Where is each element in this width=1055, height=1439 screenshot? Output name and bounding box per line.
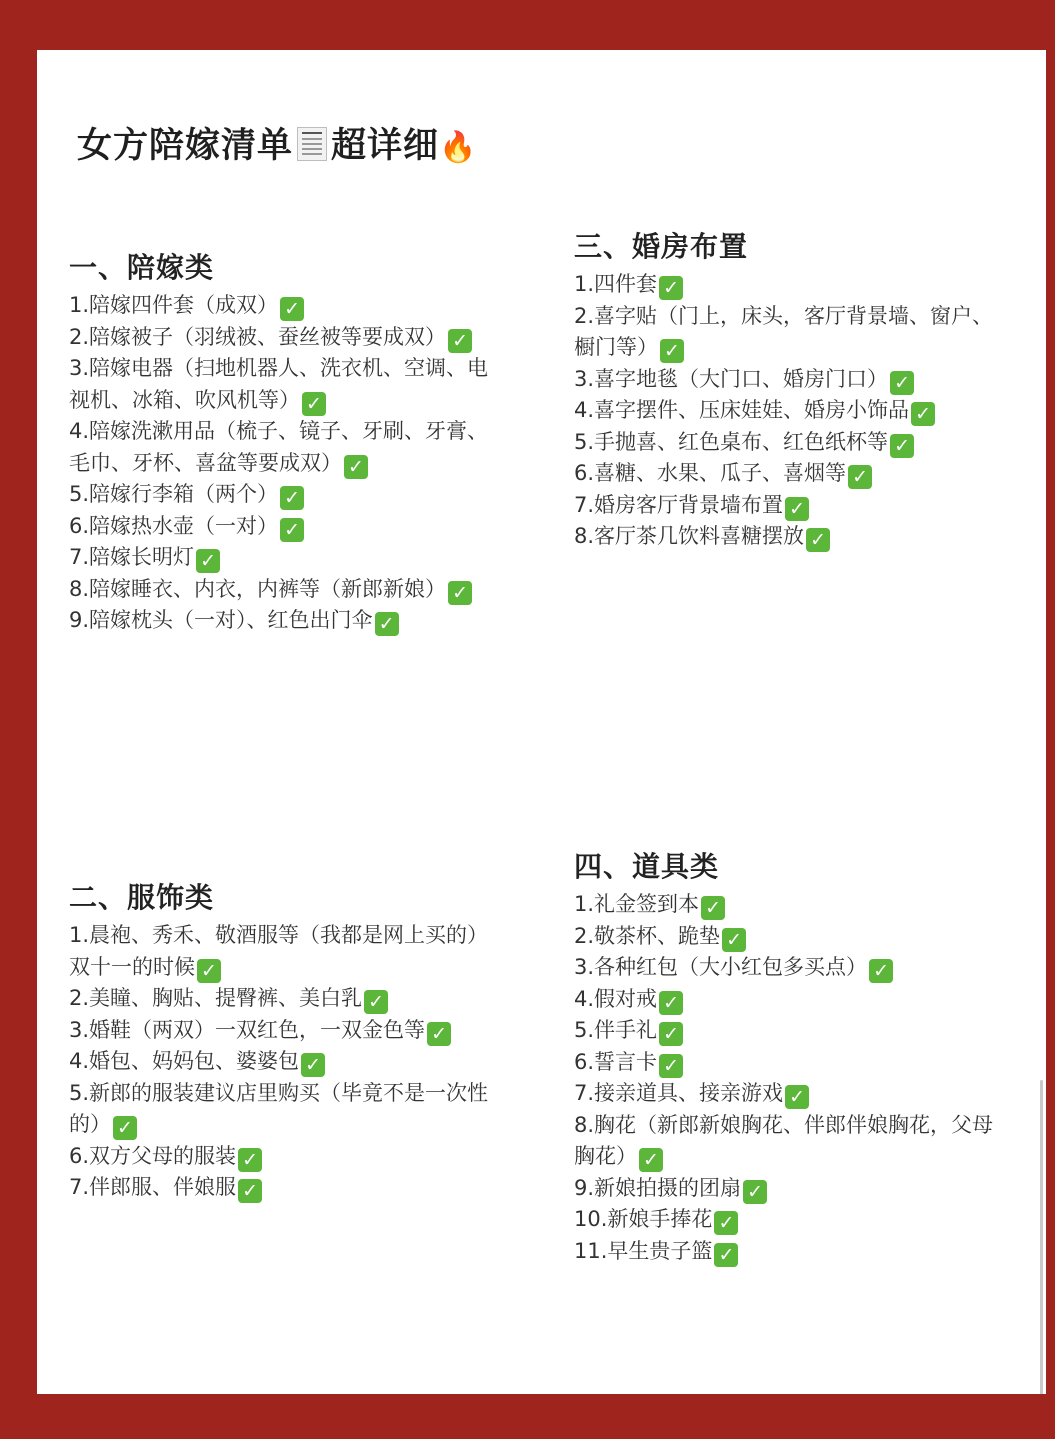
checklist-page [37,50,1046,1394]
list-item: 8.客厅茶几饮料喜糖摆放 ✓ [574,521,1004,553]
check-icon: ✓ [280,486,304,510]
section-clothing [69,876,509,1204]
list-item: 2.喜字贴（门上，床头，客厅背景墙、窗户、橱门等） ✓ [574,303,994,362]
check-icon: ✓ [890,371,914,395]
check-icon: ✓ [427,1022,451,1046]
check-icon: ✓ [197,959,221,983]
list-item: 8.胸花（新郎新娘胸花、伴郎伴娘胸花，父母胸花） ✓ [574,1112,994,1171]
list-item: 11.早生贵子篮 ✓ [574,1236,1004,1268]
page-title [77,118,477,168]
list-item: 7.婚房客厅背景墙布置 ✓ [574,490,1004,522]
check-icon: ✓ [722,928,746,952]
check-icon: ✓ [714,1211,738,1235]
list-item: 4.假对戒 ✓ [574,984,1004,1016]
check-icon: ✓ [660,339,684,363]
list-item: 5.新郎的服装建议店里购买（毕竟不是一次性的） ✓ [69,1080,489,1139]
check-icon: ✓ [113,1116,137,1140]
list-item: 6.双方父母的服装 ✓ [69,1141,509,1173]
check-icon: ✓ [375,612,399,636]
check-icon: ✓ [911,402,935,426]
check-icon: ✓ [364,990,388,1014]
check-icon: ✓ [639,1148,663,1172]
scrollbar[interactable] [1040,1080,1043,1394]
section-dowry [69,246,509,637]
receipt-icon [297,127,327,161]
check-icon: ✓ [890,434,914,458]
list-item: 5.伴手礼 ✓ [574,1015,1004,1047]
list-item: 7.接亲道具、接亲游戏 ✓ [574,1078,1004,1110]
section-heading: 二、服饰类 [69,881,215,914]
list-item: 6.喜糖、水果、瓜子、喜烟等 ✓ [574,458,1004,490]
section-heading: 三、婚房布置 [574,230,749,263]
section-heading: 一、陪嫁类 [69,251,215,284]
check-icon: ✓ [659,276,683,300]
check-icon: ✓ [785,497,809,521]
list-item: 3.喜字地毯（大门口、婚房门口） ✓ [574,364,1004,396]
list-item: 3.婚鞋（两双）一双红色，一双金色等 ✓ [69,1015,509,1047]
list-item: 9.新娘拍摄的团扇 ✓ [574,1173,1004,1205]
check-icon: ✓ [714,1243,738,1267]
list-item: 4.陪嫁洗漱用品（梳子、镜子、牙刷、牙膏、毛巾、牙杯、喜盆等要成双） ✓ [69,419,489,478]
check-icon: ✓ [448,329,472,353]
list-item: 5.陪嫁行李箱（两个） ✓ [69,479,509,511]
list-item: 4.婚包、妈妈包、婆婆包 ✓ [69,1046,509,1078]
check-icon: ✓ [659,1022,683,1046]
list-item: 2.美瞳、胸贴、提臀裤、美白乳 ✓ [69,983,509,1015]
check-icon: ✓ [238,1148,262,1172]
fire-icon: 🔥 [439,130,478,165]
list-item: 7.伴郎服、伴娘服 ✓ [69,1172,509,1204]
section-props [574,845,1004,1267]
check-icon: ✓ [848,465,872,489]
check-icon: ✓ [301,1053,325,1077]
list-item: 2.敬茶杯、跪垫 ✓ [574,921,1004,953]
check-icon: ✓ [302,392,326,416]
check-icon: ✓ [196,549,220,573]
list-item: 1.四件套 ✓ [574,269,1004,301]
list-item: 3.陪嫁电器（扫地机器人、洗衣机、空调、电视机、冰箱、吹风机等） ✓ [69,356,489,415]
check-icon: ✓ [659,991,683,1015]
title-sub: 超详细 [331,126,440,166]
check-icon: ✓ [344,455,368,479]
list-item: 5.手抛喜、红色桌布、红色纸杯等 ✓ [574,427,1004,459]
list-item: 4.喜字摆件、压床娃娃、婚房小饰品 ✓ [574,395,1004,427]
list-item: 10.新娘手捧花 ✓ [574,1204,1004,1236]
list-item: 8.陪嫁睡衣、内衣，内裤等（新郎新娘） ✓ [69,574,509,606]
list-item: 9.陪嫁枕头（一对）、红色出门伞 ✓ [69,605,509,637]
check-icon: ✓ [448,581,472,605]
check-icon: ✓ [280,518,304,542]
list-item: 1.晨袍、秀禾、敬酒服等（我都是网上买的）双十一的时候 ✓ [69,923,489,982]
check-icon: ✓ [743,1180,767,1204]
section-wedding-room [574,225,1004,553]
check-icon: ✓ [238,1179,262,1203]
list-item: 1.礼金签到本 ✓ [574,889,1004,921]
list-item: 3.各种红包（大小红包多买点） ✓ [574,952,1004,984]
list-item: 7.陪嫁长明灯 ✓ [69,542,509,574]
list-item: 2.陪嫁被子（羽绒被、蚕丝被等要成双） ✓ [69,322,509,354]
list-item: 6.誓言卡 ✓ [574,1047,1004,1079]
check-icon: ✓ [659,1054,683,1078]
check-icon: ✓ [280,297,304,321]
title-main: 女方陪嫁清单 [77,126,294,166]
list-item: 6.陪嫁热水壶（一对） ✓ [69,511,509,543]
check-icon: ✓ [806,528,830,552]
list-item: 1.陪嫁四件套（成双） ✓ [69,290,509,322]
check-icon: ✓ [701,896,725,920]
check-icon: ✓ [785,1085,809,1109]
check-icon: ✓ [869,959,893,983]
section-heading: 四、道具类 [574,850,720,883]
